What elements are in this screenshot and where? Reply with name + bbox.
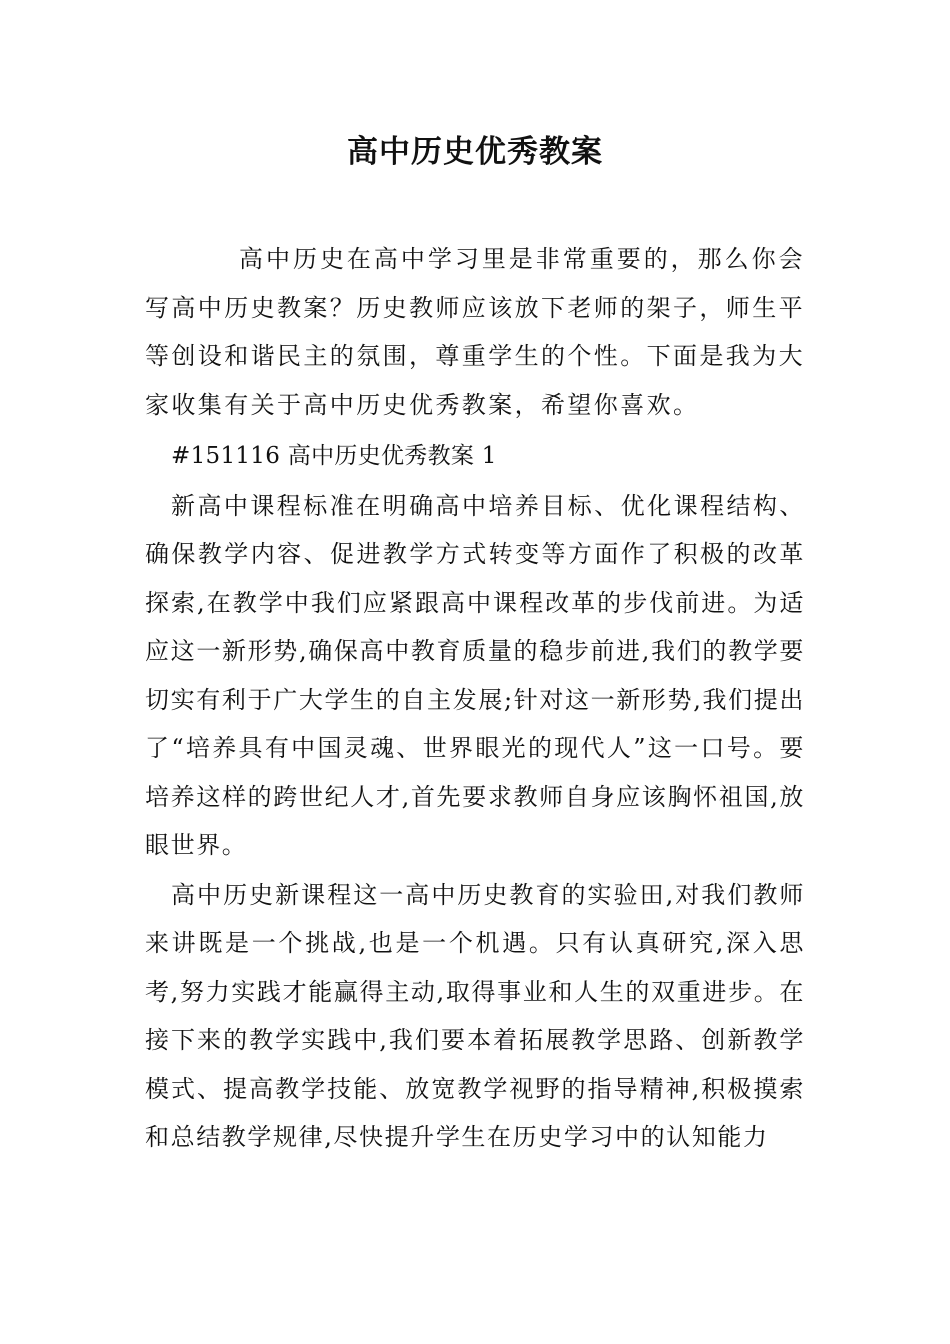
- body-paragraph: 新高中课程标准在明确高中培养目标、优化课程结构、确保教学内容、促进教学方式转变等方面作了积极的改革探索,在教学中我们应紧跟高中课程改革的步伐前进。为适应这一新形势,确保高中教育质量的稳步前进,我们的教学要切实有利于广大学生的自主发展;针对这一新形势,我们提出了“培养具有中国灵魂、世界眼光的现代人”这一口号。要培养这样的跨世纪人才,首先要求教师自身应该胸怀祖国,放眼世界。: [145, 491, 805, 859]
- body-paragraph: 高中历史新课程这一高中历史教育的实验田,对我们教师来讲既是一个挑战,也是一个机遇。只有认真研究,深入思考,努力实践才能赢得主动,取得事业和人生的双重进步。在接下来的教学实践中,我们要本着拓展教学思路、创新教学模式、提高教学技能、放宽教学视野的指导精神,积极摸索和总结教学规律,尽快提升学生在历史学习中的认知能力: [145, 880, 805, 1151]
- intro-paragraph: 高中历史在高中学习里是非常重要的，那么你会写高中历史教案？历史教师应该放下老师的架子，师生平等创设和谐民主的氛围，尊重学生的个性。下面是我为大家收集有关于高中历史优秀教案，希望你喜欢。: [145, 245, 805, 419]
- section-heading: #151116 高中历史优秀教案 1: [171, 443, 497, 469]
- document-body: [145, 235, 805, 1162]
- document-title: 高中历史优秀教案: [347, 134, 603, 170]
